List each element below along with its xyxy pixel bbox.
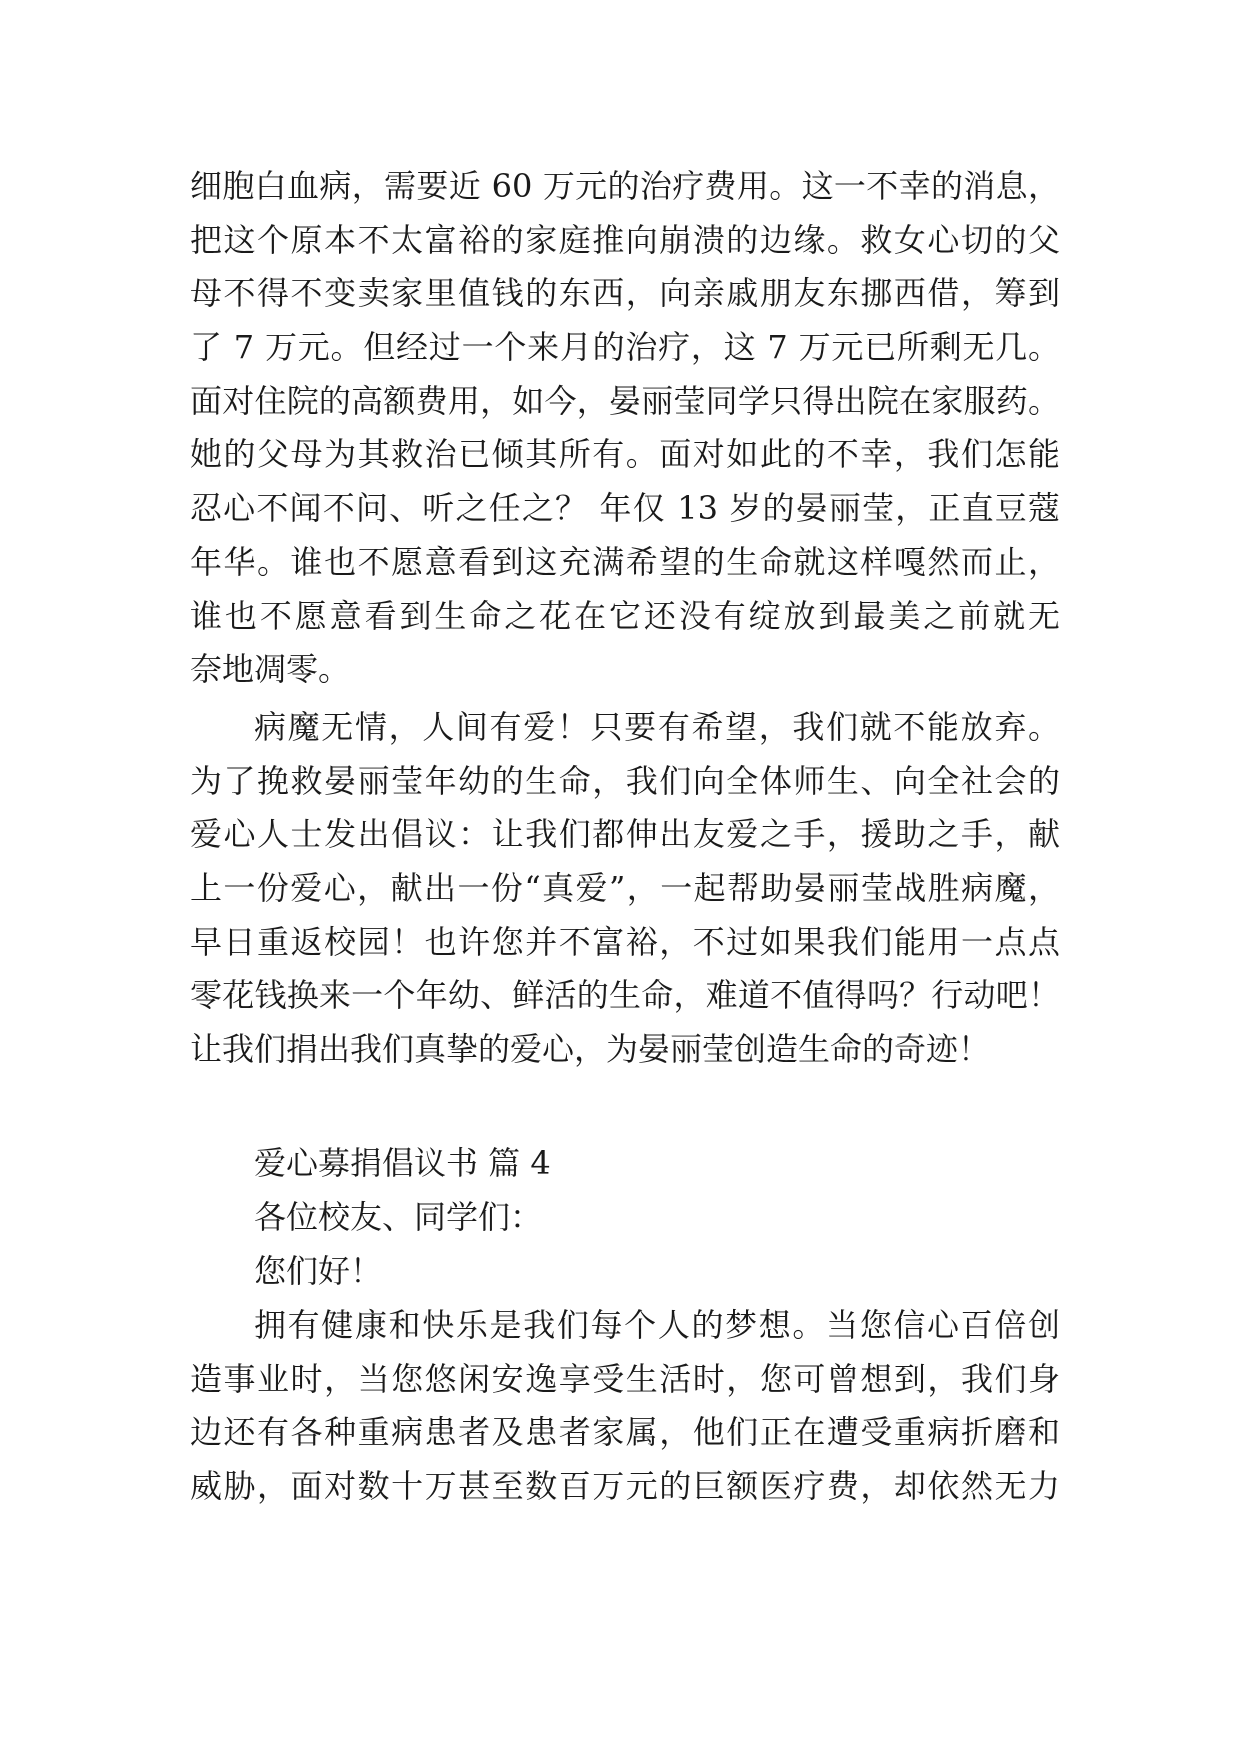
paragraph-line: 母不得不变卖家里值钱的东西，向亲戚朋友东挪西借，筹到: [190, 274, 1060, 313]
paragraph-line: 早日重返校园！也许您并不富裕，不过如果我们能用一点点: [190, 922, 1060, 961]
paragraph-line: 奈地凋零。: [190, 650, 351, 689]
paragraph-line: 让我们捐出我们真挚的爱心，为晏丽莹创造生命的奇迹！: [190, 1030, 991, 1069]
paragraph-3: [190, 1299, 1060, 1514]
paragraph-2: [190, 701, 1060, 1077]
paragraph-line: 把这个原本不太富裕的家庭推向崩溃的边缘。救女心切的父: [190, 220, 1060, 259]
paragraph-line: 她的父母为其救治已倾其所有。面对如此的不幸，我们怎能: [190, 435, 1060, 474]
paragraph-line: 忍心不闻不问、听之任之？ 年仅 13 岁的晏丽莹，正直豆蔻: [190, 489, 1060, 528]
paragraph-line: 面对住院的高额费用，如今，晏丽莹同学只得出院在家服药。: [190, 381, 1060, 420]
paragraph-line: 零花钱换来一个年幼、鲜活的生命，难道不值得吗？行动吧！: [190, 976, 1060, 1015]
section-heading: [190, 1137, 1060, 1191]
paragraph-line: 边还有各种重病患者及患者家属，他们正在遭受重病折磨和: [190, 1413, 1060, 1452]
heading-text: 爱心募捐倡议书 篇 4: [254, 1144, 551, 1182]
greeting: [190, 1245, 1060, 1299]
salutation-text: 各位校友、同学们：: [254, 1198, 543, 1236]
paragraph-line: 拥有健康和快乐是我们每个人的梦想。当您信心百倍创: [254, 1306, 1060, 1344]
paragraph-line: 威胁，面对数十万甚至数百万元的巨额医疗费，却依然无力: [190, 1467, 1060, 1506]
paragraph-line: 为了挽救晏丽莹年幼的生命，我们向全体师生、向全社会的: [190, 761, 1060, 800]
paragraph-line: 上一份爱心，献出一份“真爱”，一起帮助晏丽莹战胜病魔，: [190, 869, 1060, 908]
greeting-text: 您们好！: [254, 1252, 383, 1290]
paragraph-line: 谁也不愿意看到生命之花在它还没有绽放到最美之前就无: [190, 596, 1060, 635]
paragraph-line: 病魔无情，人间有爱！只要有希望，我们就不能放弃。: [254, 708, 1060, 746]
paragraph-line: 造事业时，当您悠闲安逸享受生活时，您可曾想到，我们身: [190, 1359, 1060, 1398]
paragraph-line: 细胞白血病，需要近 60 万元的治疗费用。这一不幸的消息，: [190, 167, 1060, 205]
paragraph-line: 了 7 万元。但经过一个来月的治疗，这 7 万元已所剩无几。: [190, 328, 1060, 367]
salutation: [190, 1191, 1060, 1245]
paragraph-line: 爱心人士发出倡议：让我们都伸出友爱之手，援助之手，献: [190, 815, 1060, 854]
paragraph-line: 年华。谁也不愿意看到这充满希望的生命就这样嘎然而止，: [190, 542, 1060, 581]
paragraph-1: [190, 160, 1060, 697]
